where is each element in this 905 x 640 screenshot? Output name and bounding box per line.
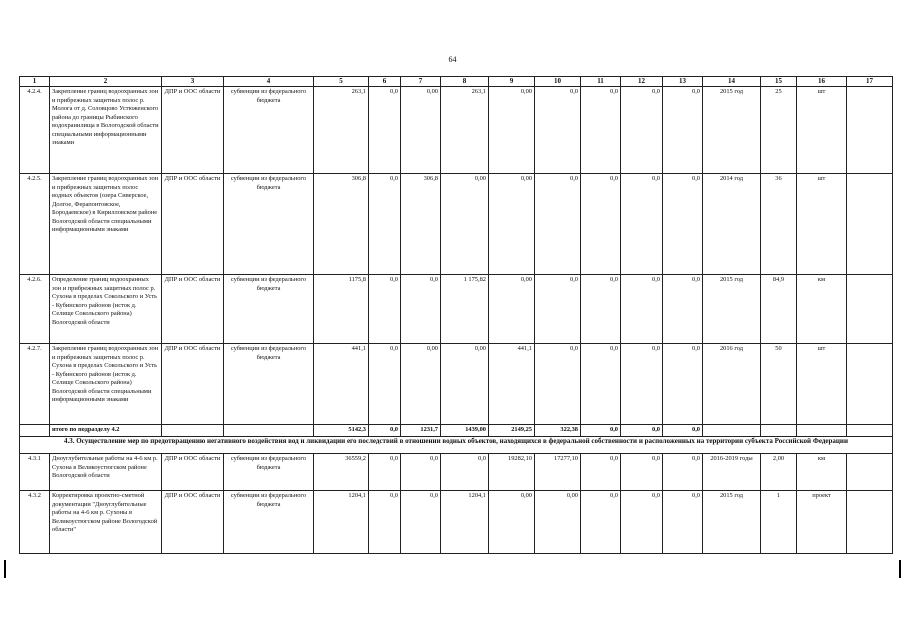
- value-cell: 0,0: [621, 275, 663, 344]
- executor: ДПР и ООС области: [162, 174, 224, 275]
- value-cell: 0,00: [489, 87, 535, 174]
- column-number: 12: [621, 77, 663, 87]
- column-number: 10: [535, 77, 581, 87]
- subtotal-value: 1439,00: [441, 425, 489, 437]
- section-title: 4.3. Осуществление мер по предотвращению негативного воздействия вод и ликвидации его последствий в отношении водных объектов, находящихся в федеральной собственности и расположенных на территории субъекта Российской Федерации: [20, 437, 893, 454]
- row-number: 4.2.4.: [20, 87, 50, 174]
- value-cell: 17277,10: [535, 454, 581, 491]
- period-cell: 2014 год: [703, 174, 761, 275]
- value-cell: 0,0: [369, 275, 401, 344]
- column-number: 13: [663, 77, 703, 87]
- table-row: [20, 87, 893, 174]
- empty-cell: [20, 425, 50, 437]
- value-cell: 19282,10: [489, 454, 535, 491]
- value-cell: 0,0: [663, 344, 703, 425]
- value-cell: 0,0: [581, 275, 621, 344]
- margin-mark: [4, 560, 6, 578]
- executor: ДПР и ООС области: [162, 275, 224, 344]
- value-cell: 306,8: [401, 174, 441, 275]
- subtotal-label: итого по подразделу 4.2: [50, 425, 162, 437]
- empty-cell: [224, 425, 314, 437]
- period-cell: 2015 год: [703, 275, 761, 344]
- value-cell: 306,8: [314, 174, 369, 275]
- margin-mark: [899, 560, 901, 578]
- section-header-row: [20, 437, 893, 454]
- value-cell: 0,0: [663, 275, 703, 344]
- unit-cell: шт: [797, 174, 847, 275]
- value-cell: 1204,1: [441, 491, 489, 554]
- quantity-cell: 84,9: [761, 275, 797, 344]
- activity-name: Закрепление границ водоохранных зон и прибрежных защитных полос водных объектов (озера Сиверское, Долгое, Ферапонтовское, Бородаевское) в Кирилловском районе Вологодской области специальными информационными знаками: [50, 174, 162, 275]
- value-cell: 1175,8: [314, 275, 369, 344]
- quantity-cell: 2,00: [761, 454, 797, 491]
- value-cell: 0,0: [369, 454, 401, 491]
- executor: ДПР и ООС области: [162, 87, 224, 174]
- column-number-header: [20, 77, 893, 87]
- value-cell: 263,1: [314, 87, 369, 174]
- column-number: 17: [847, 77, 893, 87]
- table-row: [20, 174, 893, 275]
- quantity-cell: 25: [761, 87, 797, 174]
- unit-cell: шт: [797, 344, 847, 425]
- unit-cell: км: [797, 454, 847, 491]
- value-cell: 0,00: [441, 344, 489, 425]
- quantity-cell: 1: [761, 491, 797, 554]
- value-cell: 0,0: [535, 174, 581, 275]
- page-number: 64: [448, 55, 457, 64]
- row-number: 4.2.5.: [20, 174, 50, 275]
- funding-source: субвенции из федерального бюджета: [224, 87, 314, 174]
- table-row: [20, 491, 893, 554]
- unit-cell: проект: [797, 491, 847, 554]
- subtotal-value: 0,0: [581, 425, 621, 437]
- value-cell: 0,00: [401, 344, 441, 425]
- subtotal-row: [20, 425, 893, 437]
- activity-name: Закрепление границ водоохранных зон и прибрежных защитных полос р. Молога от д. Соловцово Устюженского района до границы Рыбинского водохранилища в Вологодской области специальными информационными знаками: [50, 87, 162, 174]
- value-cell: 441,1: [314, 344, 369, 425]
- empty-cell: [847, 425, 893, 437]
- value-cell: 1 175,82: [441, 275, 489, 344]
- value-cell: 0,00: [401, 87, 441, 174]
- value-cell: 0,0: [401, 275, 441, 344]
- value-cell: 441,1: [489, 344, 535, 425]
- column-number: 5: [314, 77, 369, 87]
- value-cell: 0,0: [663, 174, 703, 275]
- quantity-cell: 50: [761, 344, 797, 425]
- empty-cell: [847, 344, 893, 425]
- column-number: 7: [401, 77, 441, 87]
- value-cell: 0,0: [441, 454, 489, 491]
- value-cell: 0,0: [621, 344, 663, 425]
- subtotal-value: 2149,25: [489, 425, 535, 437]
- value-cell: 0,0: [621, 87, 663, 174]
- table-row: [20, 275, 893, 344]
- row-number: 4.2.7.: [20, 344, 50, 425]
- table-row: [20, 454, 893, 491]
- period-cell: 2015 год: [703, 491, 761, 554]
- column-number: 15: [761, 77, 797, 87]
- value-cell: 0,0: [621, 454, 663, 491]
- executor: ДПР и ООС области: [162, 491, 224, 554]
- column-number: 2: [50, 77, 162, 87]
- value-cell: 0,0: [401, 454, 441, 491]
- table-row: [20, 344, 893, 425]
- executor: ДПР и ООС области: [162, 454, 224, 491]
- unit-cell: км: [797, 275, 847, 344]
- empty-cell: [761, 425, 797, 437]
- row-number: 4.3.2: [20, 491, 50, 554]
- value-cell: 0,0: [581, 344, 621, 425]
- empty-cell: [847, 174, 893, 275]
- value-cell: 0,0: [663, 87, 703, 174]
- value-cell: 0,0: [401, 491, 441, 554]
- column-number: 1: [20, 77, 50, 87]
- empty-cell: [797, 425, 847, 437]
- subtotal-value: 0,0: [621, 425, 663, 437]
- value-cell: 0,0: [581, 87, 621, 174]
- empty-cell: [847, 491, 893, 554]
- executor: ДПР и ООС области: [162, 344, 224, 425]
- subtotal-value: 0,0: [369, 425, 401, 437]
- column-number: 4: [224, 77, 314, 87]
- unit-cell: шт: [797, 87, 847, 174]
- funding-source: субвенции из федерального бюджета: [224, 491, 314, 554]
- value-cell: 0,00: [441, 174, 489, 275]
- value-cell: 0,00: [489, 174, 535, 275]
- quantity-cell: 36: [761, 174, 797, 275]
- activity-name: Определение границ водоохранных зон и прибрежных защитных полос р. Сухона в пределах Сокольского и Усть - Кубинского районов (исток д. Селище Сокольского района) Вологодской области: [50, 275, 162, 344]
- value-cell: 0,0: [535, 87, 581, 174]
- empty-cell: [703, 425, 761, 437]
- empty-cell: [847, 454, 893, 491]
- value-cell: 0,0: [581, 174, 621, 275]
- subtotal-value: 0,0: [663, 425, 703, 437]
- empty-cell: [847, 87, 893, 174]
- value-cell: 263,1: [441, 87, 489, 174]
- empty-cell: [847, 275, 893, 344]
- row-number: 4.3.1: [20, 454, 50, 491]
- row-number: 4.2.6.: [20, 275, 50, 344]
- value-cell: 1204,1: [314, 491, 369, 554]
- column-number: 6: [369, 77, 401, 87]
- value-cell: 0,0: [663, 491, 703, 554]
- value-cell: 0,00: [489, 491, 535, 554]
- program-table: [19, 76, 893, 554]
- period-cell: 2016 год: [703, 344, 761, 425]
- subtotal-value: 322,38: [535, 425, 581, 437]
- funding-source: субвенции из федерального бюджета: [224, 174, 314, 275]
- value-cell: 0,0: [663, 454, 703, 491]
- value-cell: 0,0: [369, 344, 401, 425]
- value-cell: 0,0: [621, 491, 663, 554]
- column-number: 8: [441, 77, 489, 87]
- value-cell: 0,0: [369, 87, 401, 174]
- subtotal-value: 1231,7: [401, 425, 441, 437]
- funding-source: субвенции из федерального бюджета: [224, 454, 314, 491]
- value-cell: 0,0: [581, 491, 621, 554]
- value-cell: 0,0: [535, 275, 581, 344]
- column-number: 16: [797, 77, 847, 87]
- column-number: 9: [489, 77, 535, 87]
- value-cell: 0,0: [369, 174, 401, 275]
- column-number: 14: [703, 77, 761, 87]
- funding-source: субвенции из федерального бюджета: [224, 275, 314, 344]
- value-cell: 0,00: [535, 491, 581, 554]
- column-number: 3: [162, 77, 224, 87]
- value-cell: 36559,2: [314, 454, 369, 491]
- value-cell: 0,0: [369, 491, 401, 554]
- activity-name: Закрепление границ водоохранных зон и прибрежных защитных полос р. Сухона в пределах Сокольского и Усть - Кубинского районов (исток д. Селище Сокольского района) Вологодской области специальными информационными знаками: [50, 344, 162, 425]
- period-cell: 2015 год: [703, 87, 761, 174]
- empty-cell: [162, 425, 224, 437]
- value-cell: 0,00: [489, 275, 535, 344]
- funding-source: субвенции из федерального бюджета: [224, 344, 314, 425]
- period-cell: 2016-2019 годы: [703, 454, 761, 491]
- value-cell: 0,0: [621, 174, 663, 275]
- subtotal-value: 5142,3: [314, 425, 369, 437]
- column-number: 11: [581, 77, 621, 87]
- value-cell: 0,0: [581, 454, 621, 491]
- activity-name: Корректировка проектно-сметной документации "Дноуглубительные работы на 4-6 км р. Сухоны в Великоустюгском районе Вологодской области": [50, 491, 162, 554]
- value-cell: 0,0: [535, 344, 581, 425]
- activity-name: Дноуглубительные работы на 4-6 км р. Сухона в Великоустюгском районе Вологодской области: [50, 454, 162, 491]
